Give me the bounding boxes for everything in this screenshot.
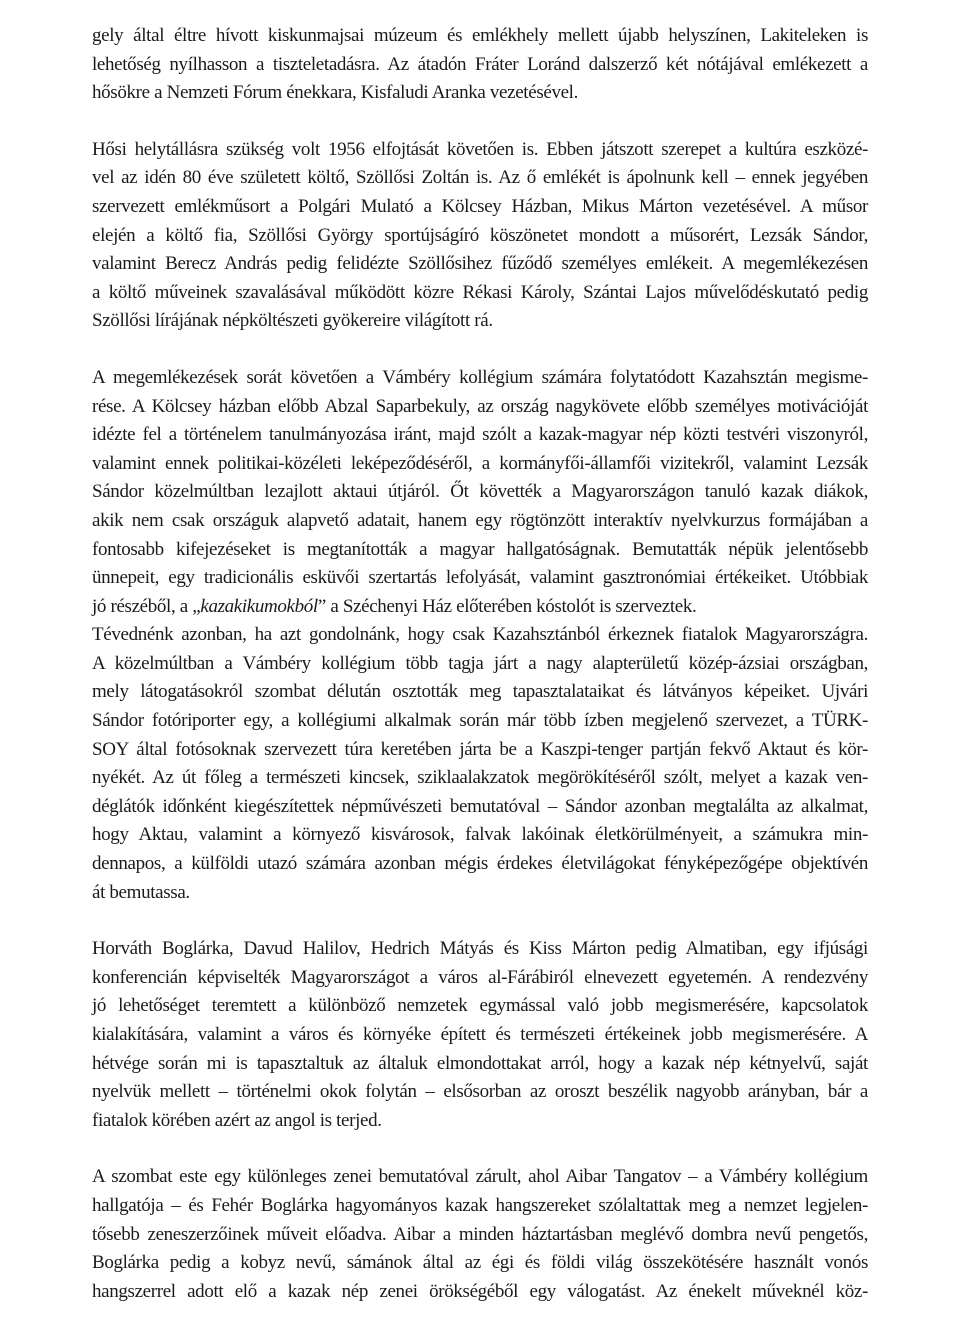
paragraph-4 (92, 621, 868, 907)
text-line: hangszerrel adott elő a kazak nép zenei örökségéből egy válogatást. Az énekelt műveknél köz- (92, 1280, 868, 1302)
text-line: Sándor fotóriporter egy, a kollégiumi alkalmak során már több ízben megjelenő szervezet, a TÜRK- (92, 710, 868, 732)
text-line: Horváth Boglárka, Davud Halilov, Hedrich Mátyás és Kiss Márton pedig Almatiban, egy ifjúsági (92, 938, 868, 960)
text-line: A megemlékezések sorát követően a Vámbéry kollégium számára folytatódott Kazahsztán megisme- (92, 366, 868, 388)
text-line: Szöllősi lírájának népköltészeti gyökereire világított rá. (92, 310, 493, 332)
text-line: dennapos, a külföldi utazó számára azonban mégis érdekes életvilágokat fényképezőgépe objektívén (92, 853, 868, 875)
text-line: SOY által fotósoknak szervezett túra keretében járta be a Kaszpi-tenger partján fekvő Aktaut és kör- (92, 738, 868, 760)
text-line: rése. A Kölcsey házban előbb Abzal Saparbekuly, az ország nagykövete előbb személyes motivációját (92, 395, 868, 417)
text-line: Hősi helytállásra szükség volt 1956 elfojtását követően is. Ebben játszott szerepet a kultúra eszközé- (92, 138, 868, 160)
text-line: jó lehetőséget teremtett a különböző nemzetek egymással való jobb megismerésére, kapcsolatok (92, 995, 868, 1017)
article-body (92, 22, 868, 1334)
text-fragment: jó részéből, a „ (92, 595, 201, 617)
paragraph-6 (92, 1163, 868, 1306)
text-line: konferencián képviselték Magyarországot a város al-Fárábiról elnevezett egyetemén. A rendezvény (92, 966, 868, 988)
text-fragment: ” a Széchenyi Ház előterében kóstolót is szerveztek. (317, 595, 697, 617)
text-line: akik nem csak országuk alapvető adatait, hanem egy rögtönzött interaktív nyelvkurzus formájában a (92, 509, 868, 531)
text-line: elején a költő fia, Szöllősi György sportújságíró köszönetet mondott a műsorért, Lezsák Sándor, (92, 224, 868, 246)
text-line: lehetőség nyílhasson a tiszteletadásra. Az átadón Fráter Loránd dalszerző két nótájával emlékezett a (92, 53, 868, 75)
text-line: idézte fel a történelem tanulmányozása iránt, majd szólt a kazak-magyar nép közti testvéri viszonyról, (92, 424, 868, 446)
text-line: valamint Berecz András pedig felidézte Szöllősihez fűződő személyes emlékeit. A megemlékezésen (92, 253, 868, 275)
text-line: Boglárka pedig a kobyz nevű, sámánok által az égi és földi világ összekötésére használt vonós (92, 1252, 868, 1274)
text-line: hallgatója – és Fehér Boglárka hagyományos kazak hangszereket szólaltattak meg a nemzet legjelen- (92, 1194, 868, 1216)
text-line: A szombat este egy különleges zenei bemutatóval zárult, ahol Aibar Tangatov – a Vámbéry kollégium (92, 1166, 868, 1188)
text-line: fontosabb kifejezéseket is megtanították a magyar hallgatóságnak. Bemutatták népük jelentősebb (92, 538, 868, 560)
text-line: kialakítására, valamint a város és környéke épített és természeti értékeinek jobb megismerésére. A (92, 1024, 868, 1045)
text-line: tősebb zeneszerzőinek műveit előadva. Aibar a minden háztartásban meglévő dombra nevű pengetős, (92, 1223, 868, 1245)
text-line: déglátók időnként kiegészítettek népművészeti bemutatóval – Sándor azonban megtalálta az alkalmat, (92, 795, 868, 817)
paragraph-1 (92, 22, 868, 108)
italic-term: kazakikumokból (200, 595, 318, 617)
paragraph-5 (92, 935, 868, 1135)
text-line: ünnepeit, egy tradicionális esküvői szertartás lefolyását, valamint gasztronómiai értékeiket. Utóbbiak (92, 567, 868, 589)
text-line: át bemutassa. (92, 881, 190, 903)
text-line: hétvége során mi is tapasztaltuk az általuk elmondottakat arról, hogy a kazak nép kétnyelvű, saját (92, 1052, 868, 1074)
text-line: fiatalok körében azért az angol is terjed. (92, 1109, 382, 1131)
text-line: Sándor közelmúltban lezajlott aktaui útjáról. Őt követték a Magyarországon tanuló kazak diákok, (92, 481, 868, 503)
paragraph-3 (92, 364, 868, 621)
paragraph-2 (92, 136, 868, 336)
text-line: gely által éltre hívott kiskunmajsai múzeum és emlékhely mellett újabb helyszínen, Lakiteleken is (92, 25, 868, 46)
text-line: szervezett emlékműsort a Polgári Mulató a Kölcsey Házban, Mikus Márton vezetésével. A műsor (92, 195, 868, 217)
text-line (92, 593, 868, 622)
text-line: hősökre a Nemzeti Fórum énekkara, Kisfaludi Aranka vezetésével. (92, 82, 579, 104)
text-line: A közelmúltban a Vámbéry kollégium több tagja járt a nagy alapterületű közép-ázsiai országban, (92, 652, 868, 674)
text-line: vel az idén 80 éve született költő, Szöllősi Zoltán is. Az ő emlékét is ápolnunk kell – ennek jegyében (92, 167, 868, 189)
text-line: Tévednénk azonban, ha azt gondolnánk, hogy csak Kazahsztánból érkeznek fiatalok Magyarországra. (92, 624, 868, 646)
text-line: valamint ennek politikai-közéleti leképeződéséről, a kormányfői-államfői vizitekről, valamint Lezsák (92, 452, 868, 474)
text-line: hogy Aktau, valamint a környező kisvárosok, falvak lakóinak életkörülményeit, a számukra min- (92, 824, 868, 846)
text-line: mely látogatásokról szombat délután osztották meg tapasztalataikat és látványos képeiket. Ujvári (92, 681, 868, 703)
text-line: a költő műveinek szavalásával működött közre Rékasi Károly, Szántai Lajos művelődéskutató pedig (92, 281, 868, 303)
text-line: nyékét. Az út főleg a természeti kincsek, sziklaalakzatok megörökítéséről szólt, melyet a kazak ven- (92, 767, 868, 789)
text-line: nyelvük mellett – történelmi okok folytán – elsősorban az oroszt beszélik nagyobb arányban, bár a (92, 1081, 868, 1103)
